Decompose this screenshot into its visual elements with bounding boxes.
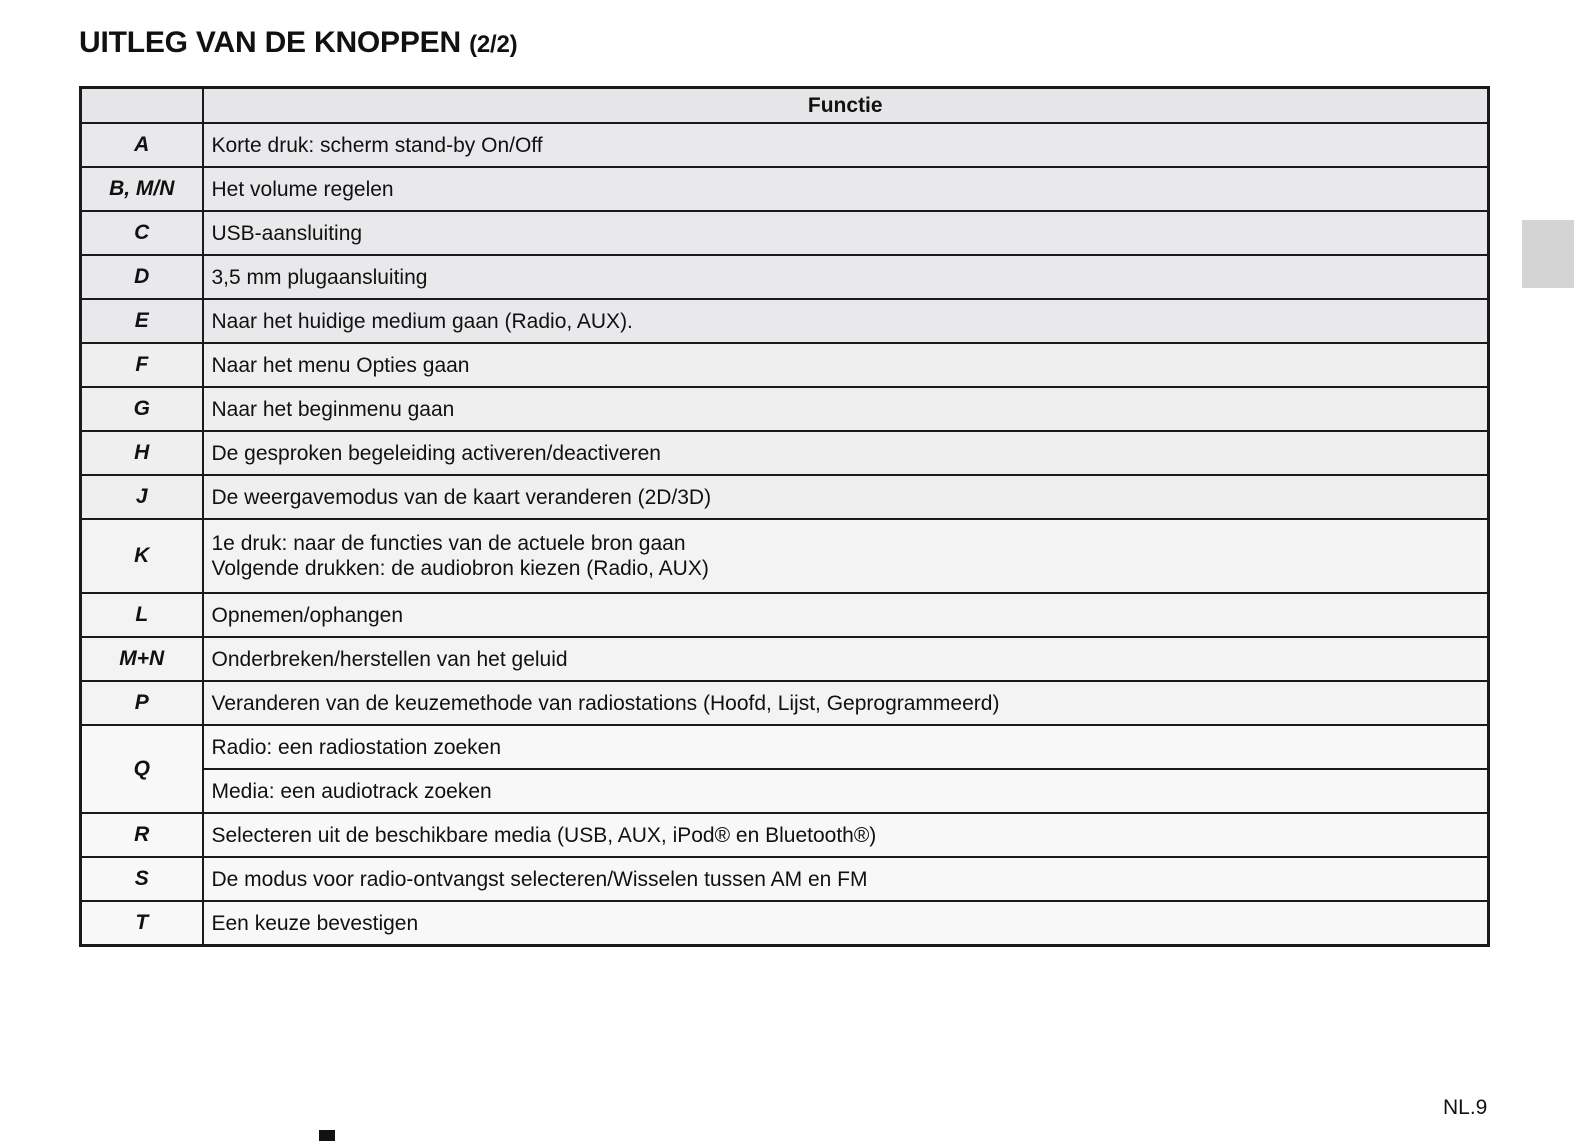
- function-description-cell: [203, 725, 1489, 769]
- function-description-cell: [203, 167, 1489, 211]
- function-description-cell: [203, 637, 1489, 681]
- function-description-cell: [203, 593, 1489, 637]
- table-row: [81, 299, 1489, 343]
- table-row: [81, 431, 1489, 475]
- table-row: [81, 593, 1489, 637]
- table-row: [81, 519, 1489, 593]
- page-title-main: UITLEG VAN DE KNOPPEN: [79, 26, 470, 59]
- button-key-cell: M+N: [81, 637, 203, 681]
- function-description-cell: [203, 123, 1489, 167]
- table-row: [81, 255, 1489, 299]
- function-description-line: Selecteren uit de beschikbare media (USB, AUX, iPod® en Bluetooth®): [211, 823, 877, 847]
- table-row: [81, 211, 1489, 255]
- table-row: [81, 475, 1489, 519]
- button-key-cell: Q: [81, 725, 203, 813]
- table-row: [81, 387, 1489, 431]
- button-key-cell: C: [81, 211, 203, 255]
- function-description-line: De gesproken begeleiding activeren/deactiveren: [211, 441, 661, 465]
- function-description-cell: [203, 901, 1489, 946]
- button-key-cell: R: [81, 813, 203, 857]
- function-description-cell: [203, 343, 1489, 387]
- page-title: [79, 26, 517, 60]
- function-description-cell: [203, 299, 1489, 343]
- function-description-cell: [203, 681, 1489, 725]
- function-description-line: Korte druk: scherm stand-by On/Off: [211, 133, 543, 157]
- function-description-line: Naar het huidige medium gaan (Radio, AUX).: [211, 309, 633, 333]
- button-key-cell: F: [81, 343, 203, 387]
- function-description-line: 3,5 mm plugaansluiting: [211, 265, 428, 289]
- function-description-line: 1e druk: naar de functies van de actuele bron gaan: [211, 532, 686, 555]
- function-description-cell: [203, 255, 1489, 299]
- table-row: [81, 123, 1489, 167]
- button-key-cell: L: [81, 593, 203, 637]
- function-description-cell: [203, 519, 1489, 593]
- table-row: [81, 725, 1489, 769]
- button-function-table: [79, 86, 1490, 947]
- table-header-row: [81, 88, 1489, 124]
- function-description-line: De modus voor radio-ontvangst selecteren/Wisselen tussen AM en FM: [211, 867, 868, 891]
- function-description-line: Naar het beginmenu gaan: [211, 397, 455, 421]
- function-description-cell: [203, 475, 1489, 519]
- function-description-line: USB-aansluiting: [211, 221, 363, 245]
- button-key-cell: S: [81, 857, 203, 901]
- function-description-line: Onderbreken/herstellen van het geluid: [211, 647, 568, 671]
- function-description-line: Een keuze bevestigen: [211, 911, 419, 935]
- button-key-cell: T: [81, 901, 203, 946]
- page-title-suffix: (2/2): [469, 31, 518, 58]
- function-description-line: Radio: een radiostation zoeken: [211, 735, 502, 759]
- header-function-cell: Functie: [203, 88, 1489, 124]
- function-description-cell: [203, 813, 1489, 857]
- crop-mark: [319, 1130, 335, 1141]
- table-row: [81, 901, 1489, 946]
- page-number: NL.9: [1443, 1096, 1488, 1119]
- button-key-cell: G: [81, 387, 203, 431]
- function-description-line: De weergavemodus van de kaart veranderen (2D/3D): [211, 485, 712, 509]
- table-row: [81, 167, 1489, 211]
- button-key-cell: B, M/N: [81, 167, 203, 211]
- button-key-cell: K: [81, 519, 203, 593]
- function-description-line: Veranderen van de keuzemethode van radiostations (Hoofd, Lijst, Geprogrammeerd): [211, 691, 1000, 715]
- chapter-side-tab: [1522, 220, 1574, 288]
- function-description-line: Het volume regelen: [211, 177, 394, 201]
- function-description-line: Media: een audiotrack zoeken: [211, 779, 492, 803]
- table-row: [81, 681, 1489, 725]
- table-row: [81, 343, 1489, 387]
- table-row: [81, 857, 1489, 901]
- table-row: [81, 769, 1489, 813]
- header-key-cell: [81, 88, 203, 124]
- table-row: [81, 637, 1489, 681]
- function-description-cell: [203, 769, 1489, 813]
- button-key-cell: J: [81, 475, 203, 519]
- function-description-cell: [203, 211, 1489, 255]
- button-key-cell: A: [81, 123, 203, 167]
- table-row: [81, 813, 1489, 857]
- button-key-cell: E: [81, 299, 203, 343]
- function-description-line: Naar het menu Opties gaan: [211, 353, 470, 377]
- function-description-cell: [203, 431, 1489, 475]
- function-description-line: Volgende drukken: de audiobron kiezen (Radio, AUX): [211, 557, 709, 580]
- function-description-cell: [203, 387, 1489, 431]
- button-key-cell: D: [81, 255, 203, 299]
- button-key-cell: P: [81, 681, 203, 725]
- button-key-cell: H: [81, 431, 203, 475]
- function-description-cell: [203, 857, 1489, 901]
- table-body: [81, 123, 1489, 946]
- function-description-line: Opnemen/ophangen: [211, 603, 403, 627]
